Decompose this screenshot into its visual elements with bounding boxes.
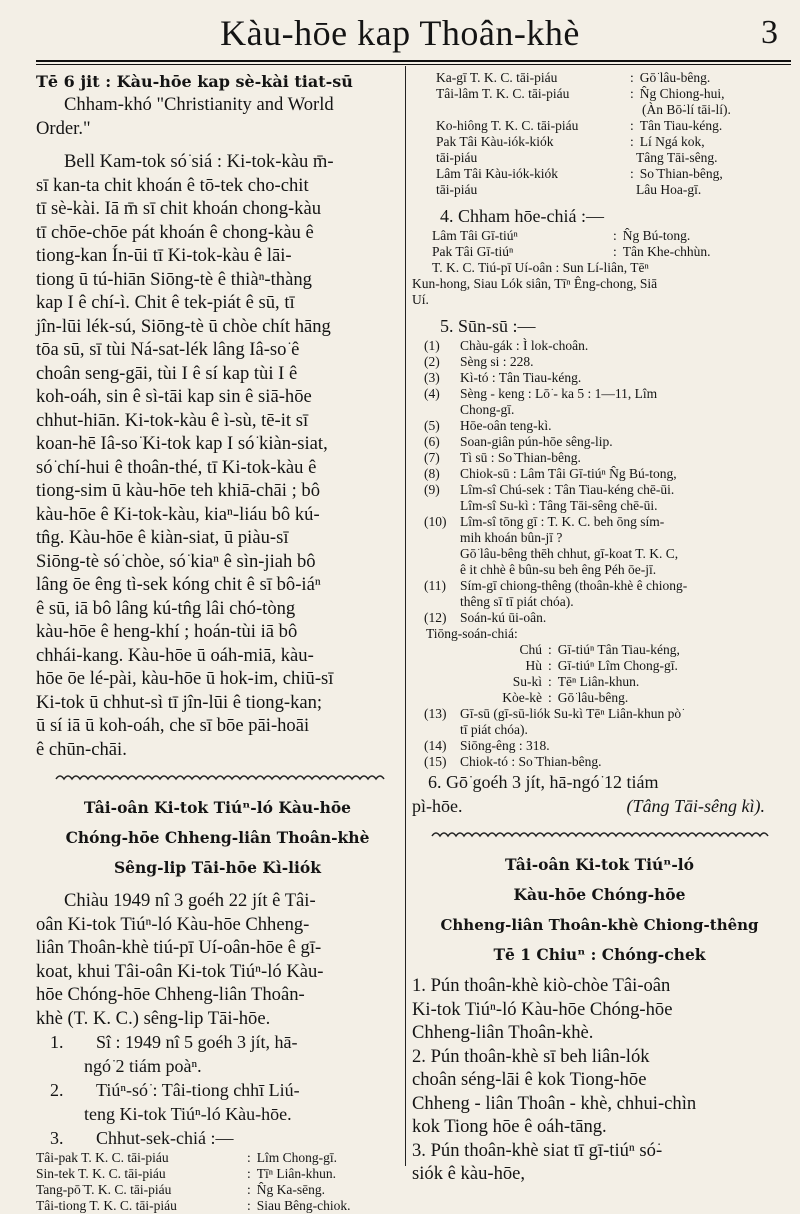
agenda-item: [412, 578, 787, 594]
row-value: N̂g Bú-tong.: [622, 228, 691, 243]
row-label: Lâm Tâi Gī-tiúⁿ: [432, 228, 518, 243]
agenda-text: Hōe-oân teng-kì.: [460, 418, 552, 433]
row-value: N̂g Chiong-hui,: [639, 86, 725, 101]
text-line: jîn-lūi lék-sú, Siōng-tè ū chòe chít hāng: [36, 315, 331, 337]
row-label: Pak Tâi Gī-tiúⁿ: [432, 244, 514, 259]
agenda-list: [412, 338, 787, 626]
representatives-table: [412, 70, 787, 198]
row-separator: [624, 150, 636, 166]
row-label: Tâi-pak T. K. C. tāi-piáu: [36, 1150, 169, 1165]
row-value: Tīⁿ Liân-khun.: [256, 1166, 336, 1181]
agenda-number: (2): [424, 354, 440, 369]
officer-name: Gō͘ lâu-bêng.: [557, 690, 629, 705]
row-label: Ko-hiông T. K. C. tāi-piáu: [436, 118, 579, 133]
participants-table: [412, 228, 787, 260]
agenda-number: (12): [424, 610, 447, 625]
participants-text: [412, 260, 787, 308]
officers-label: Tiōng-soán-chiá:: [426, 626, 518, 641]
row-value: Tân Khe-chhùn.: [622, 244, 711, 259]
table-row-continued: (Àn Bō͘-lí tāi-lí).: [642, 102, 731, 117]
agenda-text: Kì-tó : Tân Tiau-kéng.: [460, 370, 582, 385]
row-value: Lîm Chong-gī.: [256, 1150, 338, 1165]
agenda-item: [412, 722, 787, 738]
page-title: Kàu-hōe kap Thoân-khè: [220, 13, 580, 53]
row-value: Tâng Tāi-sêng.: [636, 150, 718, 165]
column-divider: [405, 66, 406, 1166]
agenda-item: [412, 466, 787, 482]
agenda-text: Lîm-sî Su-kì : Tâng Tāi-sêng chē-ūi.: [460, 498, 658, 513]
text-line: oân Ki-tok Tiúⁿ-ló Kàu-hōe Chheng-: [36, 913, 310, 935]
agenda-text: Chong-gī.: [460, 402, 515, 417]
agenda-number: (15): [424, 754, 447, 769]
article-title-line: Kàu-hōe Chóng-hōe: [513, 885, 686, 904]
row-separator: :: [613, 244, 617, 259]
text-line: tī sè-kài. Iā m̄ sī chit khoán chong-kàu: [36, 198, 322, 219]
text-line: 2. Pún thoân-khè sī beh liân-lók: [412, 1045, 650, 1067]
agenda-item: [412, 450, 787, 466]
agenda-text: Chiok-tó : So͘ Thian-bêng.: [460, 754, 602, 769]
article-body: [412, 974, 787, 1186]
officer-row: [412, 642, 787, 658]
agenda-item: [412, 498, 787, 514]
agenda-item: [412, 354, 787, 370]
officer-name: Tēⁿ Liân-khun.: [557, 674, 640, 689]
item-text: pì-hōe.: [412, 796, 463, 816]
agenda-text: thêng sī tī piát chóa).: [460, 594, 574, 609]
officer-row: [412, 658, 787, 674]
text-line: Siōng-tè só͘ chòe, só͘ kiaⁿ ê sìn-jiah bô: [36, 550, 316, 572]
row-value: Siau Bêng-chiok.: [256, 1198, 351, 1213]
text-line: Uí.: [412, 292, 429, 307]
agenda-number: (6): [424, 434, 440, 449]
text-line: tiong ū tú-hiān Siōng-tè ê thiàⁿ-thàng: [36, 268, 312, 290]
agenda-number: (13): [424, 706, 447, 721]
signature: (Tâng Tāi-sêng kì).: [626, 796, 765, 816]
text-line: koan-hē Iâ-so͘ Ki-tok kap I só͘ kiàn-siat,: [36, 433, 328, 454]
article-heading: Tē 6 jit : Kàu-hōe kap sè-kài tiat-sū: [36, 72, 353, 91]
text-line: 1. Pún thoân-khè kiò-chòe Tâi-oân: [412, 975, 671, 996]
text-line: koat, khui Tâi-oân Ki-tok Tiúⁿ-ló Kàu-: [36, 960, 324, 982]
row-value: Tân Tiau-kéng.: [639, 118, 723, 133]
reference-line: Chham-khó "Christianity and World: [64, 94, 334, 115]
officers-list: [412, 642, 787, 706]
chapter-title: Tē 1 Chiuⁿ : Chóng-chek: [493, 945, 706, 964]
officer-role: Kòe-kè: [502, 690, 542, 705]
text-line: T. K. C. Tiú-pī Uí-oân : Sun Lí-liân, Tēⁿ: [432, 260, 649, 275]
item-number: 1.: [50, 1032, 64, 1052]
table-row: [36, 1198, 399, 1214]
row-separator: :: [548, 674, 552, 689]
text-line: sī kan-ta chit khoán ê tō-tek cho-chit: [36, 174, 309, 196]
article-title-line: Tâi-oân Ki-tok Tiúⁿ-ló: [504, 855, 695, 874]
agenda-item: [412, 706, 787, 722]
row-value: N̂g Ka-sēng.: [256, 1182, 325, 1197]
table-row: [412, 70, 787, 86]
article-title-line: Chóng-hōe Chheng-liân Thoân-khè: [65, 828, 370, 847]
agenda-text: ê it chhè ê bûn-su beh êng Péh ōe-jī.: [460, 562, 657, 577]
wavy-rule-icon: [412, 828, 787, 844]
table-row: [36, 1182, 399, 1198]
text-line: Kun-hong, Siau Lók siân, Tīⁿ Êng-chong, Siā: [412, 276, 658, 291]
text-line: kàu-hōe ê heng-khí ; hoán-tùi iā bô: [36, 621, 298, 642]
agenda-item: [412, 738, 787, 754]
row-label: tāi-piáu: [436, 182, 478, 197]
agenda-text: Soán-kú ūi-oân.: [460, 610, 547, 625]
agenda-item: [412, 594, 787, 610]
row-value: Lâu Hoa-gī.: [636, 182, 702, 197]
agenda-text: Chàu-gák : Ì lok-choân.: [460, 338, 589, 353]
text-line: koh-oáh, sin ê sì-tāi kap sin ê siā-hōe: [36, 386, 312, 407]
item-text: ngó͘ 2 tiám poàⁿ.: [84, 1056, 202, 1076]
item-text: Tiúⁿ-só͘ : Tâi-tiong chhī Liú-: [96, 1080, 300, 1100]
agenda-number: (9): [424, 482, 440, 497]
agenda-number: [424, 562, 460, 578]
row-separator: :: [630, 166, 634, 181]
text-line: lâng ōe êng tì-sek kóng chit ê sī bô-iáⁿ: [36, 574, 321, 595]
text-line: tī chōe-chōe pát khoán ê chong-kàu ê: [36, 221, 314, 243]
table-row: [36, 1150, 399, 1166]
table-row: [412, 182, 787, 198]
officer-row: [412, 690, 787, 706]
row-value: So͘ Thian-bêng,: [639, 166, 723, 181]
row-separator: :: [548, 690, 552, 705]
closing-item: [412, 794, 787, 818]
agenda-text: Sím-gī chiong-thêng (thoân-khè ê chiong-: [460, 578, 688, 593]
agenda-text: Gō͘ lâu-bêng thēh chhut, gī-koat T. K. C,: [460, 546, 679, 561]
text-line: Chheng - liân Thoân - khè, chhui-chìn: [412, 1092, 697, 1114]
row-label: Ka-gī T. K. C. tāi-piáu: [436, 70, 558, 85]
wavy-rule-icon: [36, 771, 399, 787]
text-line: ū sí iā ū koh-oáh, che sī bōe pāi-hoāi: [36, 715, 310, 736]
list-item: [36, 1078, 399, 1102]
agenda-number: (5): [424, 418, 440, 433]
agenda-number: [424, 594, 460, 610]
item-text: Sî : 1949 nî 5 goéh 3 jít, hā-: [96, 1032, 298, 1052]
text-line: ê chūn-chāi.: [36, 738, 127, 760]
agenda-item: [412, 418, 787, 434]
text-line: choân seng-gāi, tùi I ê sí kap tùi I ê: [36, 362, 298, 384]
agenda-number: (4): [424, 386, 440, 401]
table-row: [412, 244, 787, 260]
item-number: 2.: [50, 1080, 64, 1100]
header-rule-thin: [36, 64, 791, 65]
agenda-item: [412, 434, 787, 450]
right-column: [412, 70, 787, 1186]
agenda-text: Chiok-sū : Lâm Tâi Gī-tiúⁿ N̂g Bú-tong,: [460, 466, 677, 481]
text-line: ê sū, iā bô lâng kú-tn̂g lâi chó-tòng: [36, 597, 296, 619]
row-separator: :: [247, 1198, 251, 1213]
page-header: [0, 0, 800, 60]
text-line: khè (T. K. C.) sêng-lip Tāi-hōe.: [36, 1007, 271, 1029]
agenda-text: Tì sū : So͘ Thian-bêng.: [460, 450, 581, 465]
text-line: kap I ê chí-ì. Chit ê tek-piát ê sū, tī: [36, 292, 295, 313]
item-number: 3.: [50, 1128, 64, 1148]
agenda-text: Lîm-sî tōng gī : T. K. C. beh ōng sím-: [460, 514, 665, 529]
row-separator: :: [548, 642, 552, 657]
agenda-number: (11): [424, 578, 446, 593]
row-label: Tang-pō͘ T. K. C. tāi-piáu: [36, 1182, 172, 1197]
left-column: [36, 70, 399, 1214]
agenda-item: [412, 610, 787, 626]
officer-name: Gī-tiúⁿ Tân Tiau-kéng,: [557, 642, 680, 657]
table-row: [412, 228, 787, 244]
row-separator: :: [630, 70, 634, 85]
text-line: Ki-tok Tiúⁿ-ló Kàu-hōe Chóng-hōe: [412, 998, 673, 1020]
divider-ornament: [412, 828, 787, 844]
row-separator: :: [247, 1182, 251, 1197]
text-line: Chiàu 1949 nî 3 goéh 22 jít ê Tâi-: [64, 890, 316, 911]
agenda-number: [424, 546, 460, 562]
reference-line: Order.": [36, 117, 91, 139]
text-line: tiong-sim ū kàu-hōe teh khiā-chāi ; bô: [36, 480, 320, 501]
agenda-number: [424, 498, 460, 514]
text-line: kok Tiong hōe ê oáh-tāng.: [412, 1116, 607, 1137]
row-separator: :: [630, 134, 634, 149]
section-heading: 4. Chham hōe-chiá :—: [440, 206, 604, 226]
agenda-text: Sèng - keng : Lō͘ - ka 5 : 1—11, Lîm: [460, 386, 658, 401]
article-body: [36, 889, 399, 1030]
row-separator: :: [247, 1166, 251, 1181]
agenda-number: [424, 530, 460, 546]
attendee-table: [36, 1150, 399, 1214]
row-value: Lí Ngá kok,: [639, 134, 705, 149]
agenda-number: [424, 402, 460, 418]
table-row: [412, 166, 787, 182]
row-label: Tâi-lâm T. K. C. tāi-piáu: [436, 86, 570, 101]
row-label: Sin-tek T. K. C. tāi-piáu: [36, 1166, 166, 1181]
item-text: Chhut-sek-chiá :—: [96, 1128, 234, 1148]
agenda-item: [412, 370, 787, 386]
article-title-line: Sêng-lip Tāi-hōe Kì-liók: [113, 858, 322, 877]
row-separator: :: [548, 658, 552, 673]
table-row: [412, 150, 787, 166]
text-line: só͘ chí-hui ê thoân-thé, tī Ki-tok-kàu ê: [36, 456, 317, 478]
agenda-item: [412, 530, 787, 546]
officer-row: [412, 674, 787, 690]
divider-ornament: [36, 771, 399, 787]
table-row: [412, 134, 787, 150]
row-label: tāi-piáu: [436, 150, 478, 165]
agenda-number: (10): [424, 514, 447, 529]
agenda-item: [412, 754, 787, 770]
text-line: tn̂g. Kàu-hōe ê kiàn-siat, ū piàu-sī: [36, 527, 289, 548]
agenda-text: Soan-giân pún-hōe sêng-lip.: [460, 434, 613, 449]
agenda-item: [412, 514, 787, 530]
text-line: siók ê kàu-hōe,: [412, 1163, 526, 1184]
officer-role: Hù: [525, 658, 542, 673]
header-rule: [36, 60, 791, 62]
text-line: Chheng-liân Thoân-khè.: [412, 1022, 594, 1043]
agenda-item: [412, 482, 787, 498]
agenda-text: tī piát chóa).: [460, 722, 528, 737]
list-item: [36, 1126, 399, 1150]
officer-role: Su-kì: [512, 674, 542, 689]
row-value: Gō͘ lâu-bêng.: [639, 70, 711, 85]
table-row: [412, 118, 787, 134]
table-row: [36, 1166, 399, 1182]
text-line: liân Thoân-khè tiú-pī Uí-oân-hōe ê gī-: [36, 937, 322, 958]
list-item: [36, 1030, 399, 1054]
row-separator: [624, 182, 636, 198]
row-label: Lâm Tâi Kàu-iók-kiók: [436, 166, 558, 181]
page-number: 3: [761, 14, 778, 51]
agenda-number: (8): [424, 466, 440, 481]
agenda-item: [412, 338, 787, 354]
row-label: Tâi-tiong T. K. C. tāi-piáu: [36, 1198, 177, 1213]
officer-name: Gī-tiúⁿ Lîm Chong-gī.: [557, 658, 678, 673]
agenda-text: mih khoán bûn-jī ?: [460, 530, 563, 545]
text-line: Ki-tok ū chhut-sì tī jîn-lūi ê tiong-kan;: [36, 691, 323, 713]
text-line: chhái-kang. Kàu-hōe ū oáh-miā, kàu-: [36, 644, 314, 666]
row-separator: :: [613, 228, 617, 243]
article-body: [36, 150, 399, 761]
agenda-item: [412, 546, 787, 562]
officer-role: Chú: [519, 642, 542, 657]
text-line: Bell Kam-tok só͘ siá : Ki-tok-kàu m̄-: [64, 151, 334, 172]
article-title-line: Chheng-liân Thoân-khè Chiong-thêng: [440, 916, 759, 934]
section-heading: 5. Sūn-sū :—: [440, 316, 536, 336]
agenda-text: Lîm-sî Chú-sek : Tân Tiau-kéng chē-ūi.: [460, 482, 675, 497]
agenda-list: [412, 706, 787, 770]
agenda-number: (14): [424, 738, 447, 753]
agenda-text: Gī-sū (gī-sū-liók Su-kì Tēⁿ Liân-khun pò͘: [460, 706, 682, 721]
text-line: hōe Chóng-hōe Chheng-liân Thoân-: [36, 984, 305, 1005]
agenda-item: [412, 386, 787, 402]
article-title-line: Tâi-oân Ki-tok Tiúⁿ-ló Kàu-hōe: [83, 798, 352, 817]
agenda-number: [424, 722, 460, 738]
text-line: hōe ōe lé-pài, kàu-hōe ū hok-im, chiū-sī: [36, 668, 334, 689]
text-line: choân séng-lāi ê kok Tiong-hōe: [412, 1069, 647, 1090]
agenda-number: (3): [424, 370, 440, 385]
text-line: 3. Pún thoân-khè siat tī gī-tiúⁿ só͘-: [412, 1139, 663, 1161]
row-label: Pak Tâi Kàu-iók-kiók: [436, 134, 554, 149]
item-text: teng Ki-tok Tiúⁿ-ló Kàu-hōe.: [84, 1104, 292, 1124]
agenda-number: (1): [424, 338, 440, 353]
text-line: chhut-hiān. Ki-tok-kàu ê ì-sù, tē-it sī: [36, 409, 309, 431]
agenda-number: (7): [424, 450, 440, 465]
table-row: [412, 86, 787, 102]
row-separator: :: [630, 86, 634, 101]
text-line: tōa sū, sī tùi Ná-sat-lék lâng Iâ-so͘ ê: [36, 339, 300, 360]
text-line: kàu-hōe ê Ki-tok-kàu, kiaⁿ-liáu bô kú-: [36, 503, 320, 525]
agenda-item: [412, 402, 787, 418]
text-line: tiong-kan Ín-ūi tī Ki-tok-kàu ê lāi-: [36, 245, 292, 266]
row-separator: :: [630, 118, 634, 133]
row-separator: :: [247, 1150, 251, 1165]
agenda-item: [412, 562, 787, 578]
agenda-text: Siōng-êng : 318.: [460, 738, 550, 753]
agenda-text: Sèng si : 228.: [460, 354, 534, 369]
closing-item: 6. Gō͘ goéh 3 jít, hā-ngó͘ 12 tiám: [428, 772, 659, 792]
